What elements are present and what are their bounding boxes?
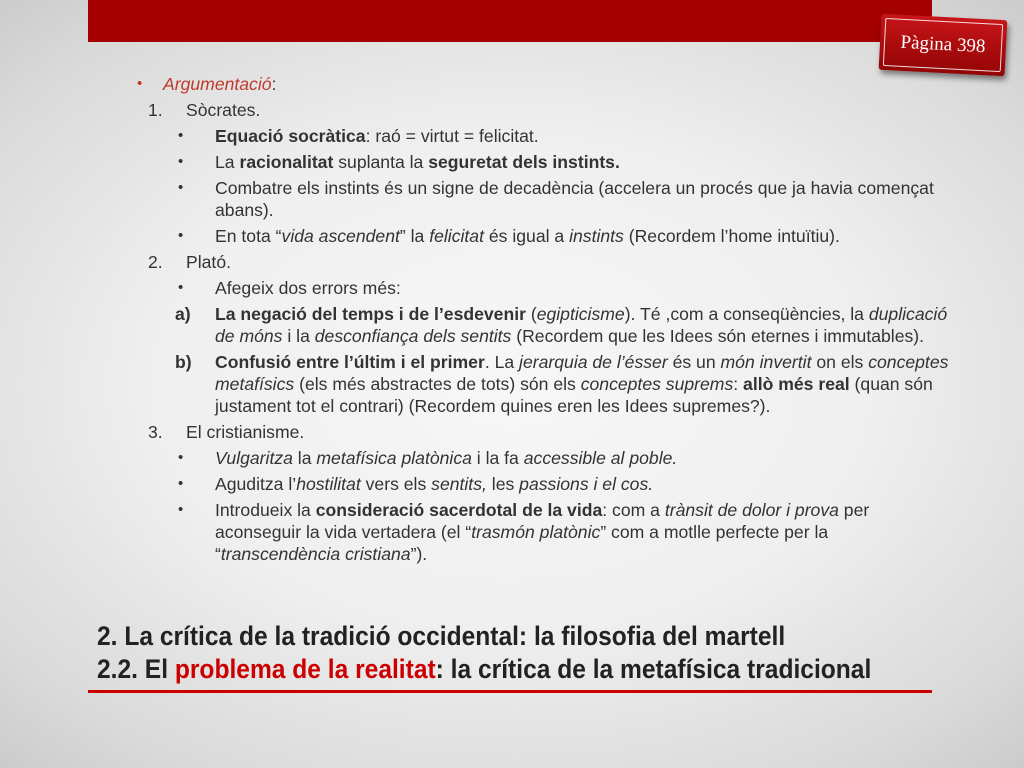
title-underline [88, 690, 932, 693]
text-run: aconseguir la vida vertadera (el “ [215, 522, 472, 542]
italic-text: de móns [215, 326, 283, 346]
bold-text: La negació del temps i de l’esdevenir [215, 304, 526, 324]
text-run: Sòcrates. [186, 100, 261, 120]
text-run: Plató. [186, 252, 231, 272]
bold-text: racionalitat [239, 152, 334, 172]
text-run: ( [525, 304, 537, 324]
text-line [186, 99, 1024, 121]
bullet-marker: • [178, 127, 184, 144]
text-line [215, 225, 1024, 247]
italic-text: passions i el cos. [519, 474, 654, 494]
list-item [0, 151, 1024, 173]
list-item [0, 499, 1024, 565]
text-run: (els més abstractes de tots) són els [294, 374, 581, 394]
bullet-marker: • [137, 75, 143, 92]
italic-text: instints [569, 226, 624, 246]
list-item [0, 277, 1024, 299]
text-line [215, 177, 1024, 199]
text-line [215, 447, 1024, 469]
header-bar [88, 0, 932, 42]
bullet-marker: • [178, 501, 184, 518]
list-item [0, 125, 1024, 147]
text-run: El cristianisme. [186, 422, 305, 442]
italic-text: felicitat [429, 226, 484, 246]
list-item [0, 473, 1024, 495]
italic-text: trasmón platònic [471, 522, 601, 542]
list-number: 2. [148, 252, 163, 272]
list-item [0, 303, 1024, 347]
list-item [0, 99, 1024, 121]
text-run: és un [667, 352, 721, 372]
content-list [0, 73, 1024, 565]
text-run: justament tot el contrari) (Recordem quines eren les Idees supremes?). [215, 396, 771, 416]
italic-text: trànsit de dolor i prova [664, 500, 839, 520]
italic-text: hostilitat [296, 474, 361, 494]
text-run: : [271, 74, 277, 94]
bold-text: Confusió entre l’últim i el primer [215, 352, 485, 372]
bullet-marker: • [178, 179, 184, 196]
title-tail: : la crítica de la metafísica tradicional [435, 654, 872, 684]
bullet-marker: • [178, 279, 184, 296]
list-letter: b) [175, 352, 192, 372]
text-line [163, 73, 1024, 95]
text-run: suplanta la [333, 152, 429, 172]
text-run: : [733, 374, 744, 394]
list-item [0, 225, 1024, 247]
italic-text: conceptes suprems [580, 374, 734, 394]
slide-title [97, 620, 997, 686]
bold-text: allò més real [743, 374, 850, 394]
title-lead: 2.2. El [97, 654, 175, 684]
text-run: Combatre els instints és un signe de decadència (accelera un procés que ja havia començat [215, 178, 934, 198]
text-run: La [215, 152, 240, 172]
text-line [215, 151, 1024, 173]
italic-text: conceptes [868, 352, 949, 372]
text-run: és igual a [483, 226, 570, 246]
page-number-label: Pàgina 398 [900, 31, 987, 58]
text-run: (Recordem que les Idees són eternes i immutables). [511, 326, 925, 346]
text-run: vers els [360, 474, 432, 494]
text-line [215, 303, 1024, 325]
italic-text: transcendència cristiana [220, 544, 411, 564]
text-run: i la [282, 326, 315, 346]
text-line [215, 473, 1024, 495]
text-run: Introdueix la [215, 500, 316, 520]
bold-text: Equació socràtica [215, 126, 366, 146]
bullet-marker: • [178, 227, 184, 244]
text-run: ” la [399, 226, 430, 246]
section-heading-text: Argumentació [163, 74, 272, 94]
italic-text: jerarquia de l’ésser [519, 352, 668, 372]
text-line [215, 125, 1024, 147]
text-run: En tota “ [215, 226, 282, 246]
text-run: ” com a motlle perfecte per la [600, 522, 829, 542]
text-run: “ [215, 544, 221, 564]
text-line [215, 543, 1024, 565]
text-line [215, 199, 1024, 221]
italic-text: metafísics [215, 374, 295, 394]
text-line [215, 499, 1024, 521]
bullet-marker: • [178, 153, 184, 170]
text-run: Aguditza l’ [215, 474, 297, 494]
list-item [0, 73, 1024, 95]
bullet-marker: • [178, 475, 184, 492]
italic-text: desconfiança dels sentits [314, 326, 512, 346]
text-line [186, 251, 1024, 273]
text-run: (Recordem l’home intuïtiu). [623, 226, 840, 246]
text-run: : raó = virtut = felicitat. [365, 126, 539, 146]
bullet-marker: • [178, 449, 184, 466]
page-number-badge [879, 14, 1008, 77]
italic-text: duplicació [868, 304, 948, 324]
list-item [0, 351, 1024, 417]
italic-text: accessible al poble. [523, 448, 678, 468]
text-run: la [292, 448, 317, 468]
italic-text: vida ascendent [281, 226, 400, 246]
text-line [215, 395, 1024, 417]
bold-text: seguretat dels instints. [428, 152, 620, 172]
list-item [0, 447, 1024, 469]
list-item [0, 421, 1024, 443]
title-highlight: problema de la realitat [174, 654, 436, 684]
text-run: . La [484, 352, 520, 372]
text-line [215, 521, 1024, 543]
text-run: i la fa [471, 448, 524, 468]
italic-text: Vulgaritza [215, 448, 293, 468]
text-run: les [486, 474, 520, 494]
text-line [215, 325, 1024, 347]
text-run: ). Té ,com a conseqüències, la [624, 304, 869, 324]
text-run: Afegeix dos errors més: [215, 278, 401, 298]
list-item [0, 177, 1024, 221]
text-run: ”). [410, 544, 428, 564]
text-run: on els [811, 352, 869, 372]
title-line-2 [97, 653, 916, 686]
text-line [215, 351, 1024, 373]
text-line [186, 421, 1024, 443]
text-run: abans). [215, 200, 274, 220]
list-number: 3. [148, 422, 163, 442]
text-line [215, 277, 1024, 299]
bold-text: consideració sacerdotal de la vida [315, 500, 603, 520]
text-run: (quan són [849, 374, 933, 394]
title-line-1: 2. La crítica de la tradició occidental: la filosofia del martell [97, 621, 786, 651]
italic-text: metafísica platònica [316, 448, 472, 468]
list-number: 1. [148, 100, 163, 120]
italic-text: món invertit [720, 352, 812, 372]
list-item [0, 251, 1024, 273]
text-line [215, 373, 1024, 395]
italic-text: sentits, [431, 474, 487, 494]
italic-text: egipticisme [536, 304, 625, 324]
text-run: per [838, 500, 870, 520]
text-run: : com a [602, 500, 665, 520]
list-letter: a) [175, 304, 191, 324]
